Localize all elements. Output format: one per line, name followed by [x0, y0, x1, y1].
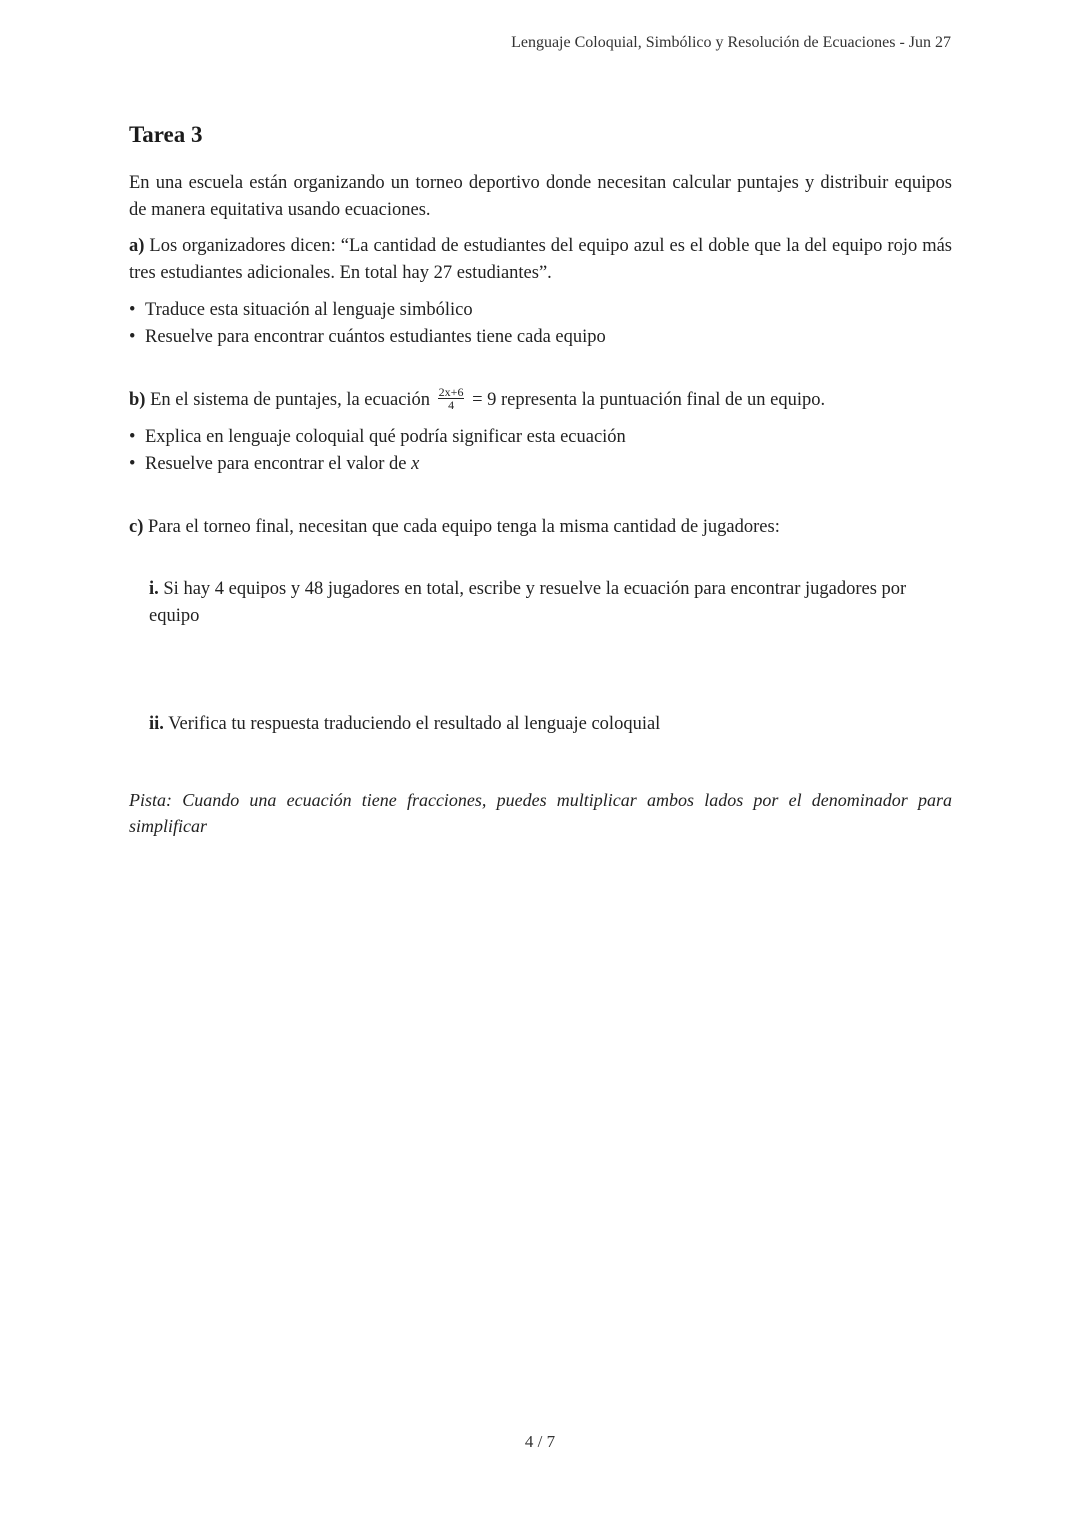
list-item: [129, 451, 952, 478]
hint-text: Pista: Cuando una ecuación tiene fracciones, puedes multiplicar ambos lados por el denominador para simplificar: [129, 790, 952, 836]
sub-ii-label: ii.: [149, 714, 164, 734]
part-c-text: Para el torneo final, necesitan que cada equipo tenga la misma cantidad de jugadores:: [148, 517, 780, 537]
part-b-label: b): [129, 390, 146, 410]
part-a-label: a): [129, 236, 145, 256]
part-a-bullet-list: [129, 297, 952, 351]
part-b-bullet-list: [129, 424, 952, 478]
part-c-sub-i: [149, 576, 939, 630]
bullet-icon: •: [129, 427, 136, 447]
sub-ii-text: Verifica tu respuesta traduciendo el resultado al lenguaje coloquial: [168, 714, 661, 734]
bullet-icon: •: [129, 327, 136, 347]
fraction-numerator: 2x+6: [438, 385, 464, 400]
part-b-text-before: En el sistema de puntajes, la ecuación: [150, 390, 431, 410]
sub-i-text: Si hay 4 equipos y 48 jugadores en total, escribe y resuelve la ecuación para encontrar jugadores por equipo: [149, 579, 907, 626]
running-header: Lenguaje Coloquial, Simbólico y Resolución de Ecuaciones - Jun 27: [511, 34, 951, 51]
part-a-bullet-2: Resuelve para encontrar cuántos estudiantes tiene cada equipo: [145, 327, 606, 347]
fraction-denominator: 4: [448, 398, 455, 413]
part-b-bullet-1: Explica en lenguaje coloquial qué podría significar esta ecuación: [145, 427, 626, 447]
part-b-text-after: = 9 representa la puntuación final de un equipo.: [472, 390, 826, 410]
part-b-bullet-2: Resuelve para encontrar el valor de: [145, 454, 407, 474]
task-intro: [129, 170, 952, 224]
part-a-bullet-1: Traduce esta situación al lenguaje simbólico: [145, 300, 473, 320]
page-number: 4 / 7: [524, 1432, 556, 1451]
list-item: [129, 424, 952, 451]
bullet-icon: •: [129, 454, 136, 474]
part-c-paragraph: [129, 514, 952, 541]
part-c-sub-ii: [149, 711, 939, 738]
variable-x: x: [411, 454, 420, 474]
part-b-paragraph: [129, 387, 952, 414]
task-intro-text: En una escuela están organizando un torneo deportivo donde necesitan calcular puntajes y distribuir equipos de manera equitativa usando ecuaciones.: [129, 173, 952, 220]
sub-i-label: i.: [149, 579, 159, 599]
list-item: [129, 324, 952, 351]
part-c-label: c): [129, 517, 144, 537]
part-a-text: Los organizadores dicen: “La cantidad de estudiantes del equipo azul es el doble que la del equipo rojo más tres estudiantes adicionales. En total hay 27 estudiantes”.: [129, 236, 952, 283]
bullet-icon: •: [129, 300, 136, 320]
part-a-paragraph: [129, 233, 952, 287]
task-title: Tarea 3: [129, 122, 203, 147]
list-item: [129, 297, 952, 324]
equation-fraction: [438, 386, 465, 411]
